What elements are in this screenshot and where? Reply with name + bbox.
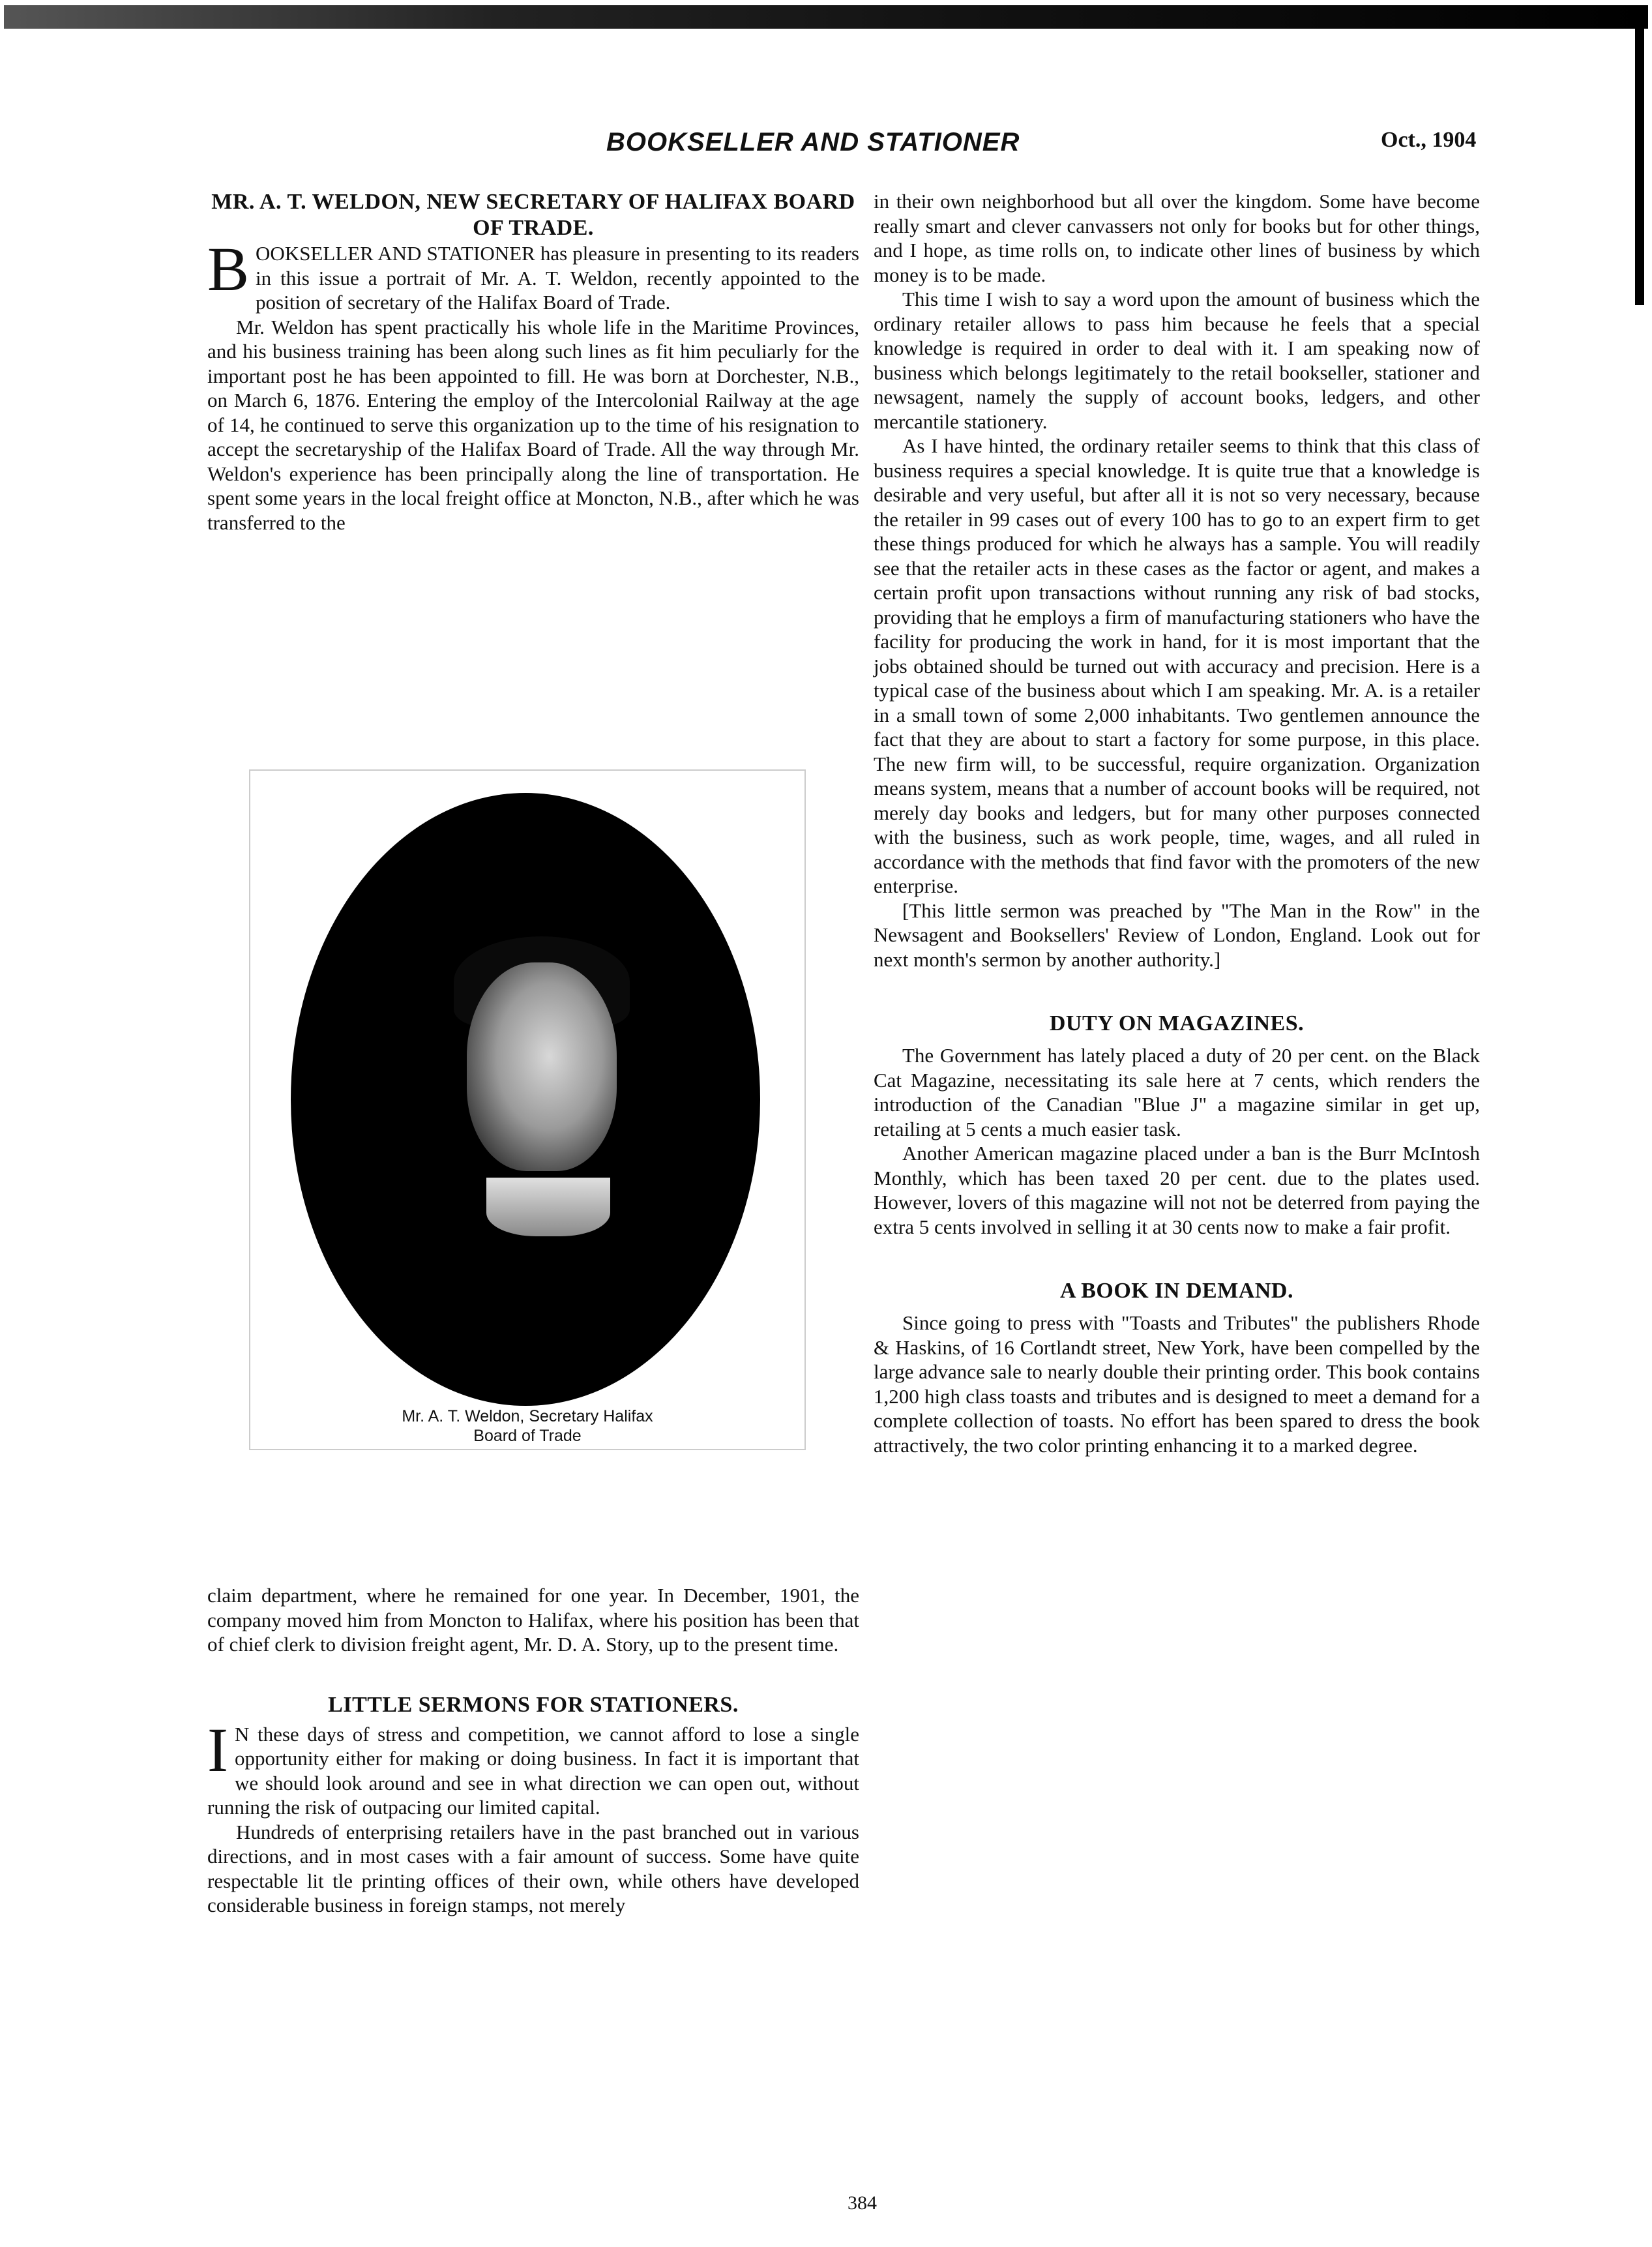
- article-paragraph: Hundreds of enterprising retailers have in the past branched out in various directions, and in most cases with a fair amount of success. Some have quite respectable lit tle printing offices of their own, while others have developed considerable business in foreign stamps, not merely: [207, 1820, 859, 1916]
- article-paragraph: This time I wish to say a word upon the amount of business which the ordinary retailer allows to pass him because he feels that a special knowledge is required in order to deal with it. I am speaking now of business which belongs legitimately to the retail bookseller, stationer and newsagent, namely the supply of account books, ledgers, and other mercantile stationery.: [874, 288, 1480, 433]
- article-headline-weldon: MR. A. T. WELDON, NEW SECRETARY OF HALIFAX BOARD OF TRADE.: [211, 190, 855, 240]
- left-column-bottom: [207, 1583, 859, 1918]
- paragraph-text: N these days of stress and competition, we cannot afford to lose a single opportunity either for making or doing business. In fact it is important that we should look around and see in what direction we can open out, without running the risk of outpacing our limited capital.: [207, 1722, 859, 1819]
- article-paragraph: As I have hinted, the ordinary retailer seems to think that this class of business requires a special knowledge. It is quite true that a knowledge is desirable and very useful, but after all it is not so very necessary, because the retailer in 99 cases out of every 100 has to go to an expert firm to get these things produced for which he always has a sample. You will readily see that the retailer acts in these cases as the factor or agent, and makes a certain profit upon transactions without running any risk of bad stocks, providing that he employs a firm of manufacturing stationers who have the facility for producing the work in hand, for it is most important that the jobs obtained should be turned out with accuracy and precision. Here is a typical case of the business about which I am speaking. Mr. A. is a retailer in a small town of some 2,000 inhabitants. Two gentlemen announce the fact that they are about to start a factory for some purpose, in this place. The new firm will, to be successful, require organization. Organization means system, means that a number of account books will be required, not merely day books and ledgers, but for many other purposes connected with the business, such as work people, time, wages, and all ruled in accordance with the methods that find favor with the promoters of the new enterprise.: [874, 434, 1480, 897]
- portrait-caption-line2: Board of Trade: [473, 1427, 582, 1445]
- paragraph-text: OOKSELLER AND STATIONER has pleasure in presenting to its readers in this issue a portrait of Mr. A. T. Weldon, recently appointed to the position of secretary of the Halifax Board of Trade.: [256, 242, 859, 314]
- portrait-collar: [486, 1178, 610, 1236]
- right-column: [874, 189, 1480, 1457]
- article-paragraph: [207, 1714, 859, 1820]
- drop-cap: I: [207, 1714, 228, 1785]
- scan-edge-right: [1635, 5, 1644, 305]
- portrait-photo: [291, 793, 760, 1406]
- article-paragraph: Another American magazine placed under a ban is the Burr McIntosh Monthly, which has been taxed 20 per cent. due to the plates used. However, lovers of this magazine will not not be deterred from paying the extra 5 cents involved in selling it at 30 cents now to make a fair profit.: [874, 1142, 1480, 1238]
- page-number: 384: [848, 2192, 877, 2214]
- article-paragraph: Mr. Weldon has spent practically his whole life in the Maritime Provinces, and his business training has been along such lines as fit him peculiarly for the important post he has been appointed to fill. He was born at Dorchester, N.B., on March 6, 1876. Entering the employ of the Intercolonial Railway at the age of 14, he continued to serve this organization up to the time of his resignation to accept the secretaryship of the Halifax Board of Trade. All the way through Mr. Weldon's experience has been principally along the line of transportation. He spent some years in the local freight office at Moncton, N.B., after which he was transferred to the: [207, 315, 859, 534]
- article-paragraph: The Government has lately placed a duty of 20 per cent. on the Black Cat Magazine, necessitating its sale here at 7 cents, which renders the introduction of the Canadian "Blue J" a magazine similar in get up, retailing at 5 cents a much easier task.: [874, 1044, 1480, 1140]
- article-paragraph: in their own neighborhood but all over the kingdom. Some have become really smart and clever canvassers not only for books but for other things, and I hope, as time rolls on, to indicate other lines of business by which money is to be made.: [874, 190, 1480, 286]
- portrait-face: [467, 962, 617, 1171]
- article-paragraph: [207, 234, 859, 315]
- drop-cap: B: [207, 234, 250, 304]
- scan-edge-top: [4, 5, 1648, 29]
- article-headline-sermons: LITTLE SERMONS FOR STATIONERS.: [328, 1692, 739, 1717]
- page-title: BOOKSELLER AND STATIONER: [606, 128, 1020, 156]
- portrait-caption-line1: Mr. A. T. Weldon, Secretary Halifax: [402, 1407, 653, 1425]
- article-paragraph: Since going to press with "Toasts and Tributes" the publishers Rhode & Haskins, of 16 Cortlandt street, New York, have been compelled by the large advance sale to nearly double their printing order. This book contains 1,200 high class toasts and tributes and is designed to meet a demand for a complete collection of toasts. No effort has been spared to dress the book attractively, the two color printing enhancing it to a marked degree.: [874, 1311, 1480, 1457]
- article-headline-book: A BOOK IN DEMAND.: [1060, 1279, 1293, 1303]
- portrait-photo-frame: [249, 769, 806, 1450]
- article-paragraph: [This little sermon was preached by "The Man in the Row" in the Newsagent and Booksellers' Review of London, England. Look out for next month's sermon by another authority.]: [874, 899, 1480, 971]
- article-headline-duty: DUTY ON MAGAZINES.: [1049, 1011, 1305, 1035]
- article-paragraph: claim department, where he remained for one year. In December, 1901, the company moved him from Moncton to Halifax, where his position has been that of chief clerk to division freight agent, Mr. D. A. Story, up to the present time.: [207, 1584, 859, 1656]
- left-column-top: [207, 189, 859, 535]
- issue-date: Oct., 1904: [1381, 128, 1477, 152]
